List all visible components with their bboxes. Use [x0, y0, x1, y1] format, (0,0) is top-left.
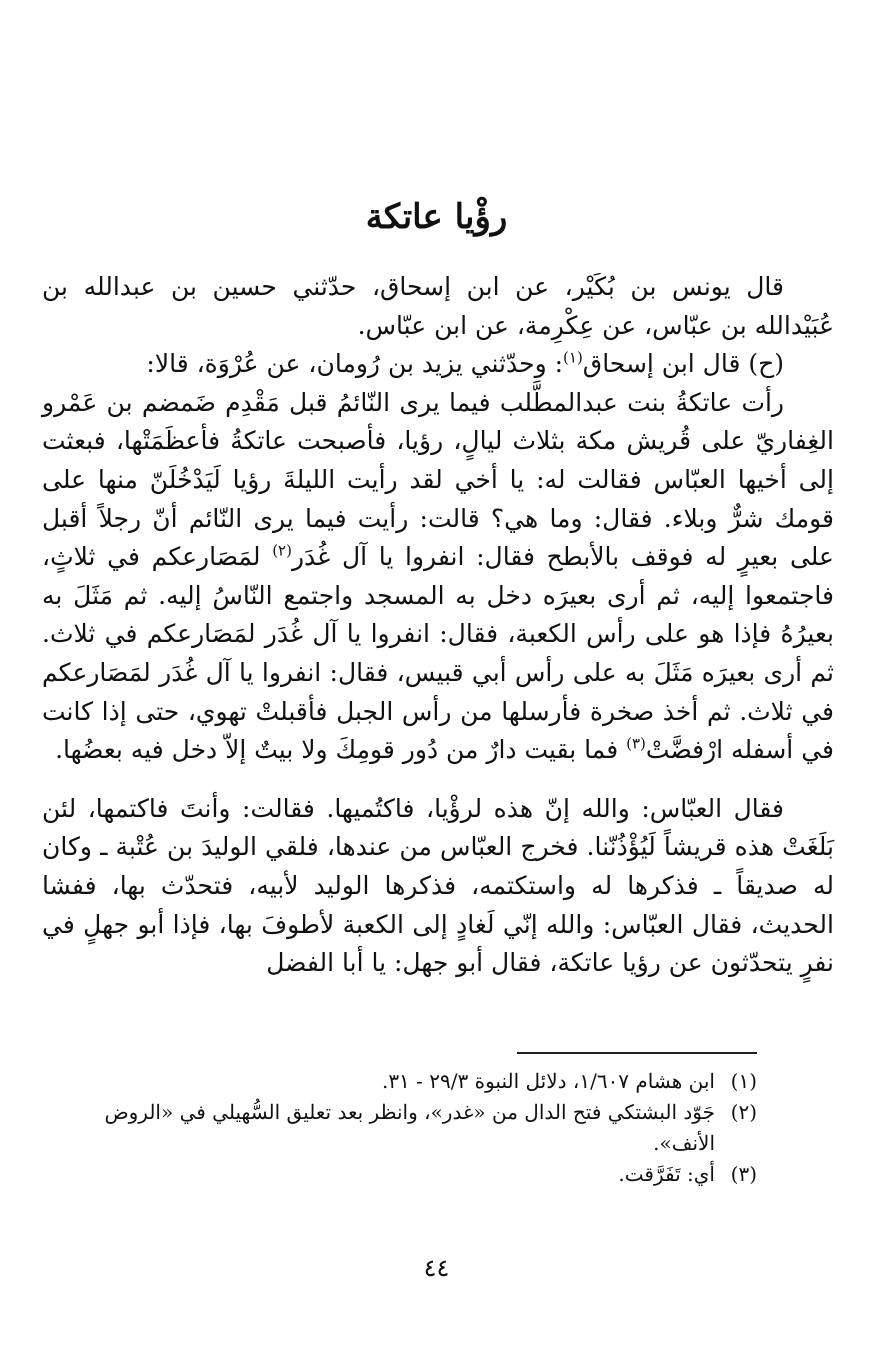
paragraph-abbas: فقال العبّاس: والله إنّ هذه لرؤْيا، فاكتُميها. فقالت: وأنتَ فاكتمها، لئن بَلَغَتْ هذه قريشاً لَيُؤْذُنّنا. فخرج العبّاس من عندها، فلقي الوليدَ بن عُتْبة ـ وكان له صديقاً ـ فذكرها له واستكتمه، فذكرها الوليد لأبيه، فتحدّث بها، ففشا الحديث، فقال العبّاس: والله إنّي لَغادٍ إلى الكعبة لأطوفَ بها، فإذا أبو جهلٍ في نفرٍ يتحدّثون عن رؤيا عاتكة، فقال أبو جهل: يا أبا الفضل — [42, 793, 834, 978]
footnote-text: جَوّد البشتكي فتح الدال من «غدر»، وانظر بعد تعليق السُّهيلي في «الروض الأنف». — [104, 1100, 715, 1155]
paragraph-text: (ح) قال ابن إسحاق — [582, 349, 784, 379]
paragraph-text: : وحدّثني يزيد بن رُومان، عن عُرْوَة، قالا: — [146, 349, 564, 379]
footnote-2 — [60, 1097, 757, 1159]
footnote-ref-2: (٢) — [272, 541, 292, 560]
footnote-number: (٣) — [730, 1162, 757, 1186]
paragraph-isnad: قال يونس بن بُكَيْر، عن ابن إسحاق، حدّثني حسين بن عبدالله بن عُبَيْدالله بن عبّاس، عن عِكْرِمة، عن ابن عبّاس. — [42, 272, 834, 340]
main-text — [42, 268, 834, 983]
footnote-ref-1: (١) — [563, 348, 583, 367]
paragraph-dream — [42, 384, 834, 770]
footnote-number: (١) — [730, 1069, 757, 1093]
footnote-3 — [60, 1159, 757, 1190]
chapter-title: رؤْيا عاتكة — [365, 197, 508, 237]
paragraph-isnad-2 — [42, 345, 834, 384]
footnote-1 — [60, 1066, 757, 1097]
paragraph-text: فما بقيت دارٌ من دُور قومِكَ ولا بيتٌ إلاّ دخل فيه بعضُها. — [55, 735, 627, 765]
footnote-ref-3: (٣) — [626, 734, 646, 753]
footnote-text: ابن هشام ١/٦٠٧، دلائل النبوة ٢٩/٣ - ٣١. — [381, 1069, 715, 1093]
paragraph-text: لمَصَارعكم في ثلاثٍ، فاجتمعوا إليه، ثم أرى بعيرَه دخل به المسجد واجتمع النّاسُ إليه. ثم مَثَلَ به بعيرُهُ فإذا هو على رأس الكعبة، فقال: انفروا يا آل غُدَر لمَصَارعكم في ثلاث. ثم أرى بعيرَه مَثَلَ به على رأس أبي قبيس، فقال: انفروا يا آل غُدَر لمَصَارعكم في ثلاث. ثم أخذ صخرة فأرسلها من رأس الجبل فأقبلتْ تهوي، حتى إذا كانت في أسفله ارْفضَّتْ — [42, 542, 834, 765]
footnotes — [60, 1066, 757, 1190]
footnote-text: أي: تَفَرَّقت. — [618, 1162, 715, 1186]
footnote-separator — [517, 1052, 757, 1054]
footnote-number: (٢) — [730, 1100, 757, 1124]
paragraph-text: رأت عاتكةُ بنت عبدالمطَّلب فيما يرى النّائمُ قبل مَقْدِم ضَمضم بن عَمْرو الغِفاريّ على قُريش مكة بثلاث ليالٍ، رؤيا، فأصبحت عاتكةُ فأعظَمَتْها، فبعثت إلى أخيها العبّاس فقالت له: يا أخي لقد رأيت الليلةَ رؤيا لَيَدْخُلَنّ منها على قومك شرٌّ وبلاء. فقال: وما هي؟ قالت: رأيت فيما يرى النّائم أنّ رجلاً أقبل على بعيرٍ له فوقف بالأبطح فقال: انفروا يا آل غُدَر — [42, 387, 835, 572]
page-number: ٤٤ — [423, 1254, 450, 1282]
